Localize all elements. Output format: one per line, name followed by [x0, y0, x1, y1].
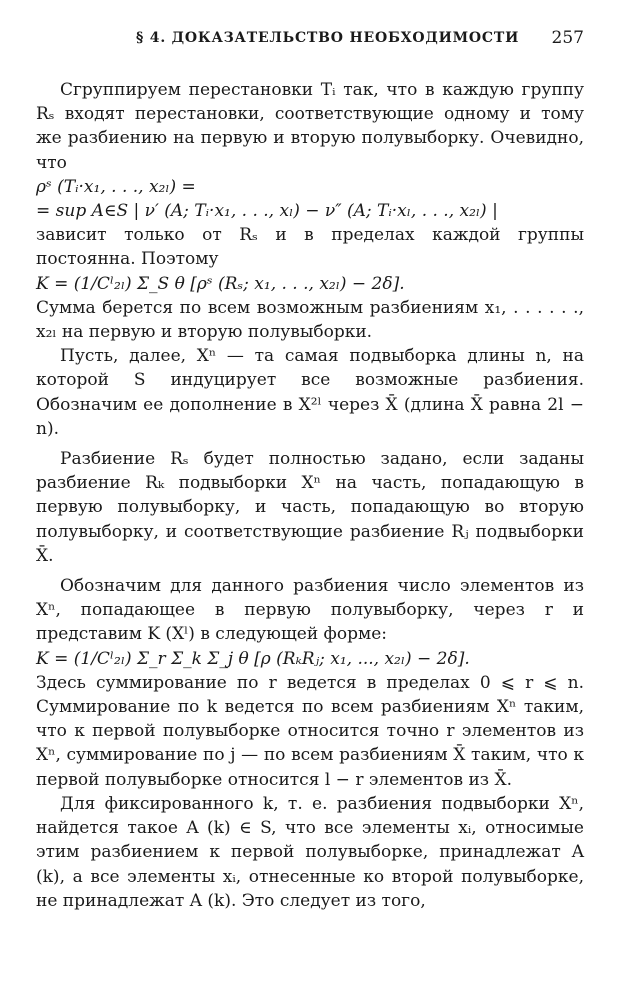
running-head: § 4. ДОКАЗАТЕЛЬСТВО НЕОБХОДИМОСТИ [136, 30, 520, 46]
paragraph-7: Здесь суммирование по r ведется в пределах 0 ⩽ r ⩽ n. Суммирование по k ведется по всем разбиениям Xⁿ таким, что к первой полувыборке относится точно r элементов из Xⁿ, суммирование по j — по всем разбиениям X̄ таким, что к первой полувыборке относится l − r элементов из X̄. [36, 672, 584, 790]
formula-rho-definition: ρˢ (Tᵢ·x₁, . . ., x₂ₗ) = [36, 176, 196, 197]
paragraph-3: Сумма берется по всем возможным разбиениям x₁, . . . . . ., x₂ₗ на первую и вторую полувыборки. [36, 297, 584, 343]
page-header [36, 26, 584, 50]
page-number: 257 [551, 28, 584, 48]
paragraph-4: Пусть, далее, Xⁿ — та самая подвыборка длины n, на которой S индуцирует все возможные разбиения. Обозначим ее дополнение в X²ˡ через X̄ (длина X̄ равна 2l − n). [36, 346, 584, 439]
paragraph-1: Сгруппируем перестановки Tᵢ так, что в каждую группу Rₛ входят перестановки, соответствующие одному и тому же разбиению на первую и вторую полувыборку. Очевидно, что [36, 80, 584, 173]
paragraph-5: Разбиение Rₛ будет полностью задано, если заданы разбиение Rₖ подвыборки Xⁿ на часть, попадающую в первую полувыборку, и часть, попадающую во вторую полувыборку, и соответствующие разбиение Rⱼ подвыборки X̄. [36, 449, 584, 566]
formula-k-sum: K = (1/Cˡ₂ₗ) Σ_S θ [ρˢ (Rₛ; x₁, . . ., x₂ₗ) − 2δ]. [36, 273, 405, 294]
formula-sup-expression: = sup A∈S | ν′ (A; Tᵢ·x₁, . . ., xₗ) − ν″ (A; Tᵢ·xₗ, . . ., x₂ₗ) | [36, 201, 498, 222]
paragraph-6: Обозначим для данного разбиения число элементов из Xⁿ, попадающее в первую полувыборку, через r и представим K (Xˡ) в следующей форме: [36, 576, 584, 645]
paragraph-8: Для фиксированного k, т. е. разбиения подвыборки Xⁿ, найдется такое A (k) ∈ S, что все элементы xᵢ, относимые этим разбиением к первой полувыборке, принадлежат A (k), а все элементы xᵢ, отнесенные ко второй полувыборке, не принадлежат A (k). Это следует из того, [36, 793, 584, 911]
formula-k-triple-sum: K = (1/Cˡ₂ₗ) Σ_r Σ_k Σ_j θ [ρ (RₖRⱼ; x₁, ..., x₂ₗ) − 2δ]. [36, 648, 470, 669]
paragraph-2: зависит только от Rₛ и в пределах каждой группы постоянна. Поэтому [36, 225, 584, 270]
page-body [36, 78, 584, 913]
